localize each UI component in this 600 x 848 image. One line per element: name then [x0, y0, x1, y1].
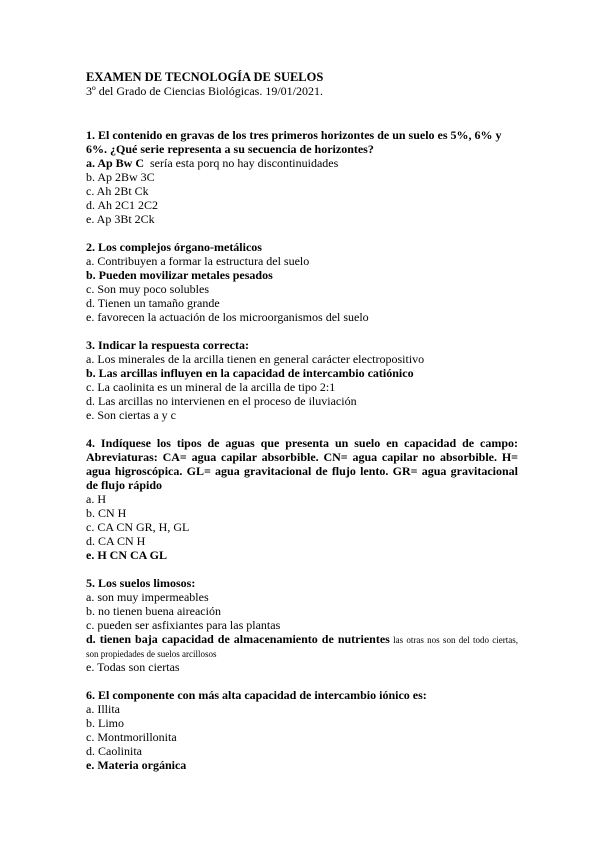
option-e: e. Todas son ciertas: [86, 660, 180, 674]
option-b: b. Ap 2Bw 3C: [86, 170, 155, 184]
option-d: [86, 632, 518, 660]
option-e: e. H CN CA GL: [86, 548, 167, 562]
option-d: d. Las arcillas no intervienen en el proceso de iluviación: [86, 394, 357, 408]
option-e: e. Materia orgánica: [86, 758, 187, 772]
option-label: d. tienen baja capacidad de almacenamiento de nutrientes: [86, 632, 390, 646]
answer-note: sería esta porq no hay discontinuidades: [144, 156, 339, 170]
option-a: a. son muy impermeables: [86, 590, 209, 604]
option-e: e. Ap 3Bt 2Ck: [86, 212, 155, 226]
option-c: c. Son muy poco solubles: [86, 282, 209, 296]
option-a: a. Contribuyen a formar la estructura del suelo: [86, 254, 310, 268]
option-a: a. H: [86, 492, 106, 506]
question-text: 5. Los suelos limosos:: [86, 576, 196, 590]
option-label: a. Ap Bw C: [86, 156, 145, 170]
answer-note: las otras nos son del todo ciertas, son propiedades de suelos arcillosos: [86, 635, 518, 659]
option-e: e. favorecen la actuación de los microorganismos del suelo: [86, 310, 369, 324]
question-text: 1. El contenido en gravas de los tres primeros horizontes de un suelo es 5%, 6% y 6%. ¿Qué serie representa a su secuencia de horizontes?: [86, 128, 502, 156]
question-text: 2. Los complejos órgano-metálicos: [86, 240, 262, 254]
option-c: c. La caolinita es un mineral de la arcilla de tipo 2:1: [86, 380, 336, 394]
option-b: b. no tienen buena aireación: [86, 604, 221, 618]
option-c: c. Ah 2Bt Ck: [86, 184, 149, 198]
option-b: b. Pueden movilizar metales pesados: [86, 268, 273, 282]
option-c: c. pueden ser asfixiantes para las plantas: [86, 618, 281, 632]
option-d: d. Ah 2C1 2C2: [86, 198, 159, 212]
question-4: [86, 436, 518, 562]
option-a: a. Illita: [86, 702, 120, 716]
question-5: [86, 576, 518, 674]
option-e: e. Son ciertas a y c: [86, 408, 176, 422]
option-d: d. Tienen un tamaño grande: [86, 296, 220, 310]
exam-subtitle: 3º del Grado de Ciencias Biológicas. 19/01/2021.: [86, 84, 324, 98]
question-text: 3. Indicar la respuesta correcta:: [86, 338, 249, 352]
question-6: [86, 688, 518, 772]
question-2: [86, 240, 518, 324]
option-a: a. Los minerales de la arcilla tienen en general carácter electropositivo: [86, 352, 425, 366]
question-text: 6. El componente con más alta capacidad de intercambio iónico es:: [86, 688, 427, 702]
option-d: d. CA CN H: [86, 534, 146, 548]
exam-title: EXAMEN DE TECNOLOGÍA DE SUELOS: [86, 70, 324, 84]
exam-document: [86, 70, 518, 786]
option-c: c. CA CN GR, H, GL: [86, 520, 190, 534]
option-b: b. CN H: [86, 506, 127, 520]
question-3: [86, 338, 518, 422]
option-c: c. Montmorillonita: [86, 730, 177, 744]
option-b: b. Las arcillas influyen en la capacidad de intercambio catiónico: [86, 366, 414, 380]
option-d: d. Caolinita: [86, 744, 142, 758]
option-b: b. Limo: [86, 716, 124, 730]
question-text: 4. Indíquese los tipos de aguas que presenta un suelo en capacidad de campo: Abreviaturas: CA= agua capilar absorbible. CN= agua capilar no absorbible. H= agua higroscópica. GL= agua gravitacional de flujo lento. GR= agua gravitacional de flujo rápido: [86, 436, 518, 492]
question-1: [86, 128, 518, 226]
option-a: [86, 156, 518, 170]
